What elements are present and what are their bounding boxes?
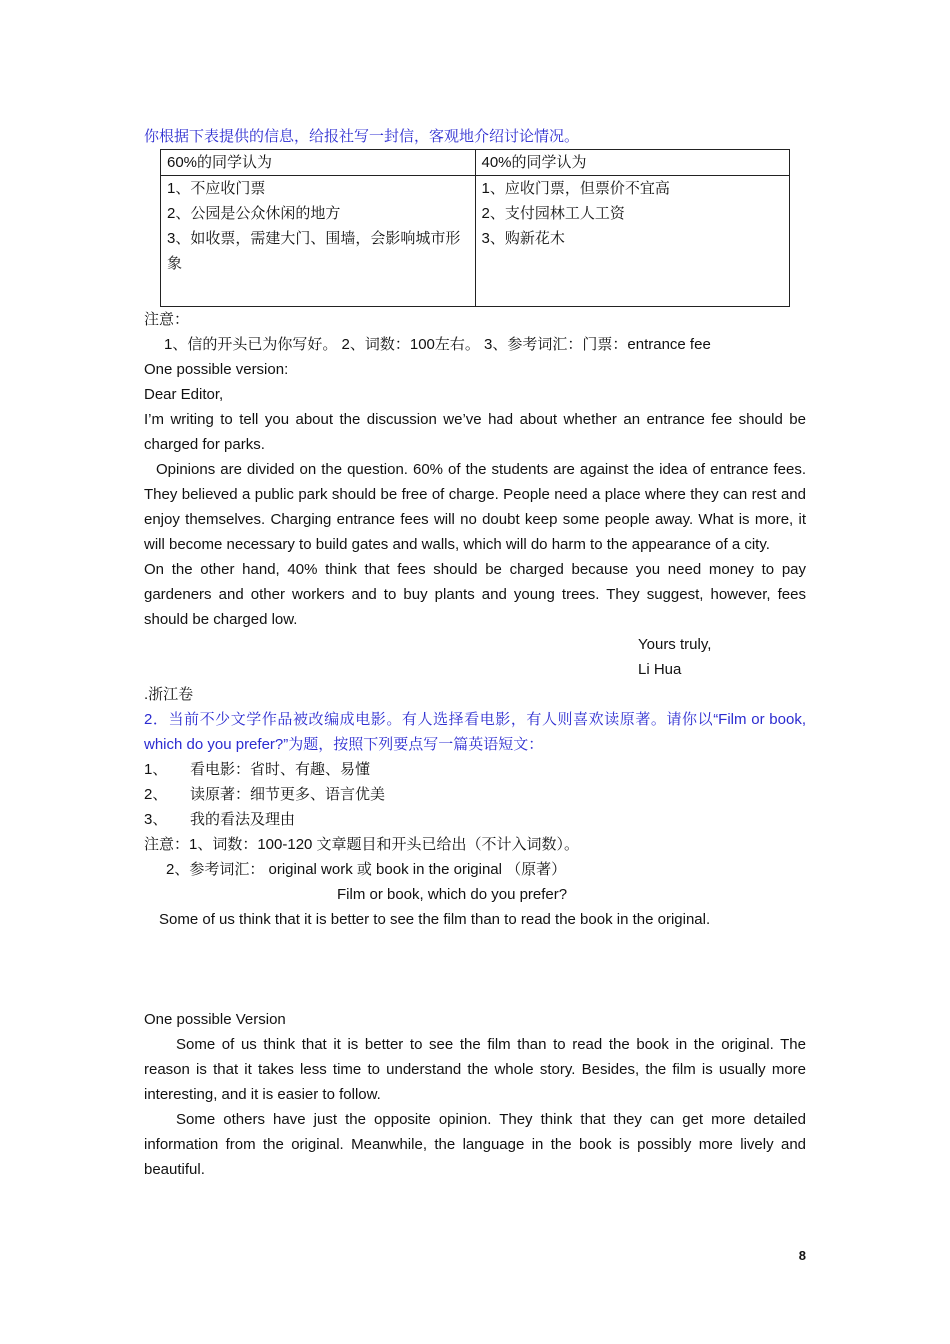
letter-signature: Li Hua bbox=[638, 661, 682, 678]
list-item: 1、应收门票，但票价不宜高 bbox=[481, 180, 670, 197]
task-instruction: 你根据下表提供的信息，给报社写一封信，客观地介绍讨论情况。 bbox=[144, 128, 580, 145]
letter-paragraph: Opinions are divided on the question. 60% of the students are against the idea of entrance fees. They believed a public park should be free of charge. People need a place where they can rest and enjoy themselves. Charging entrance fees will no doubt keep some people away. What is more, it will become necessary to build gates and walls, which will do harm to the appearance of a city. bbox=[144, 461, 806, 553]
page-content bbox=[144, 124, 806, 1182]
note-label: 注意： bbox=[144, 311, 190, 328]
blank-space bbox=[144, 932, 806, 1007]
version-label: One possible Version bbox=[144, 1011, 286, 1028]
point-text: 我的看法及理由 bbox=[190, 811, 296, 828]
list-item: 3、如收票，需建大门、围墙，会影响城市形象 bbox=[167, 230, 461, 272]
essay-opening: Some of us think that it is better to see the film than to read the book in the original. bbox=[159, 911, 711, 928]
essay-paragraph: Some others have just the opposite opinion. They think that they can get more detailed information from the original. Meanwhile, the language in the book is possibly more lively and beautiful. bbox=[144, 1111, 806, 1178]
point-text: 看电影：省时、有趣、易懂 bbox=[190, 761, 371, 778]
list-item: 3、购新花木 bbox=[481, 230, 565, 247]
point-number: 3、 bbox=[144, 811, 168, 828]
point-text: 读原著：细节更多、语言优美 bbox=[190, 786, 386, 803]
page-number: 8 bbox=[798, 1248, 806, 1263]
list-item bbox=[144, 757, 806, 782]
list-item bbox=[144, 807, 806, 832]
table-cell-left bbox=[161, 176, 476, 307]
letter-greeting: Dear Editor, bbox=[144, 386, 224, 403]
note-text: 2、参考词汇： original work 或 book in the original （原著） bbox=[166, 861, 567, 878]
table-header-left: 60%的同学认为 bbox=[161, 150, 476, 176]
letter-closing: Yours truly, bbox=[638, 636, 712, 653]
table-header-right: 40%的同学认为 bbox=[475, 150, 790, 176]
list-item: 2、支付园林工人工资 bbox=[481, 205, 625, 222]
note-text: 1、信的开头已为你写好。 2、词数：100左右。 3、参考词汇：门票：entrance fee bbox=[164, 336, 711, 353]
list-item bbox=[144, 782, 806, 807]
letter-paragraph: On the other hand, 40% think that fees should be charged because you need money to pay gardeners and other workers and to buy plants and young trees. They suggest, however, fees should be charged low. bbox=[144, 561, 806, 628]
essay-title: Film or book, which do you prefer? bbox=[337, 886, 568, 903]
list-item: 1、不应收门票 bbox=[167, 180, 266, 197]
task-prompt: 2．当前不少文学作品被改编成电影。有人选择看电影，有人则喜欢读原著。请你以“Film or book, which do you prefer?”为题，按照下列要点写一篇英语短文： bbox=[144, 711, 806, 753]
point-number: 1、 bbox=[144, 761, 168, 778]
list-item: 2、公园是公众休闲的地方 bbox=[167, 205, 341, 222]
opinion-table bbox=[160, 149, 790, 307]
source-label: .浙江卷 bbox=[144, 686, 194, 703]
version-label: One possible version: bbox=[144, 361, 289, 378]
note-text: 注意：1、词数：100-120 文章题目和开头已给出（不计入词数）。 bbox=[144, 836, 580, 853]
essay-paragraph: Some of us think that it is better to see the film than to read the book in the original. The reason is that it takes less time to understand the whole story. Besides, the film is usually more interesting, and it is easier to follow. bbox=[144, 1036, 806, 1103]
point-number: 2、 bbox=[144, 786, 168, 803]
letter-paragraph: I’m writing to tell you about the discussion we’ve had about whether an entrance fee should be charged for parks. bbox=[144, 411, 806, 453]
table-cell-right bbox=[475, 176, 790, 307]
